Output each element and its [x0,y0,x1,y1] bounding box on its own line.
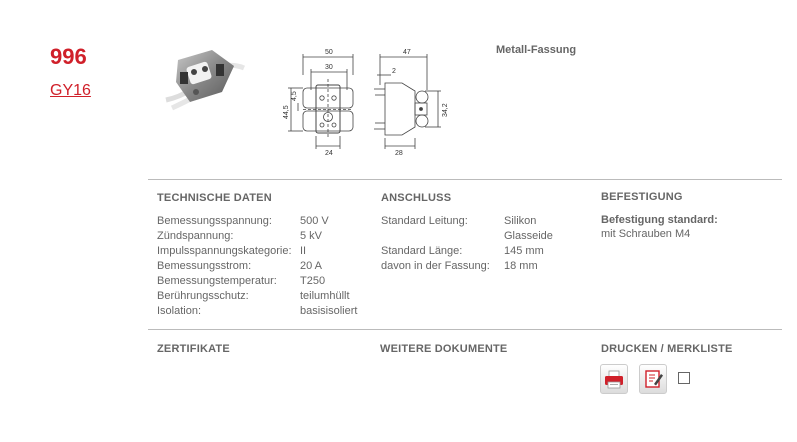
dim-30: 30 [325,64,333,71]
memo-list-button[interactable] [639,364,667,394]
divider-top [148,179,782,180]
table-row [381,214,553,244]
connection-value: 145 mm [504,245,544,257]
spec-label: Zündspannung: [157,230,234,242]
connection-value-line: Silikon [504,215,537,227]
mounting-label: Befestigung standard: [601,214,718,226]
dim-28: 28 [395,150,403,157]
table-row [157,229,357,244]
divider-middle [148,329,782,330]
spec-value: 20 A [300,260,323,272]
connection-value-line: Glasseide [504,230,553,242]
spec-label: Isolation: [157,305,202,317]
dim-50: 50 [325,49,333,56]
connection-value [504,214,553,244]
table-row [381,244,553,259]
spec-value: basisisoliert [300,305,358,317]
dim-4-5: 4,5 [291,91,298,101]
print-button[interactable] [600,364,628,394]
section-title-dokumente: WEITERE DOKUMENTE [380,343,508,355]
spec-value: II [300,245,307,257]
section-title-technische-daten: TECHNISCHE DATEN [157,192,272,204]
connection-label: davon in der Fassung: [381,260,490,272]
section-title-zertifikate: ZERTIFIKATE [157,343,230,355]
merkliste-checkbox[interactable] [678,372,690,384]
mounting-value: mit Schrauben M4 [601,228,691,240]
dim-34-2: 34,2 [442,103,449,117]
section-title-drucken: DRUCKEN / MERKLISTE [601,343,733,355]
table-row [157,304,357,319]
printer-icon [601,365,627,393]
connection-label: Standard Leitung: [381,215,468,227]
dim-44-5: 44,5 [283,105,290,119]
table-row [381,259,553,274]
section-title-anschluss: ANSCHLUSS [381,192,452,204]
table-row [157,214,357,229]
spec-label: Impulsspannungskategorie: [157,245,292,257]
connection-table [381,214,553,274]
section-title-befestigung: BEFESTIGUNG [601,191,683,203]
table-row [157,244,357,259]
technical-drawing [265,45,470,160]
table-row [157,259,357,274]
spec-label: Berührungsschutz: [157,290,249,302]
table-row [157,274,357,289]
edit-note-icon [640,365,666,393]
spec-label: Bemessungsspannung: [157,215,272,227]
connection-label: Standard Länge: [381,245,463,257]
spec-label: Bemessungstemperatur: [157,275,277,287]
spec-label: Bemessungsstrom: [157,260,252,272]
product-type: Metall-Fassung [496,44,577,56]
spec-value: T250 [300,275,326,287]
dim-24: 24 [325,150,333,157]
table-row [157,289,357,304]
spec-value: teilumhüllt [300,290,350,302]
spec-value: 5 kV [300,230,323,242]
connection-value: 18 mm [504,260,538,272]
product-photo [160,42,246,114]
dim-47: 47 [403,49,411,56]
product-code: 996 [50,44,87,69]
technical-data-table [157,214,357,319]
spec-value: 500 V [300,215,329,227]
base-link[interactable]: GY16 [50,82,91,99]
dim-2: 2 [392,68,396,75]
